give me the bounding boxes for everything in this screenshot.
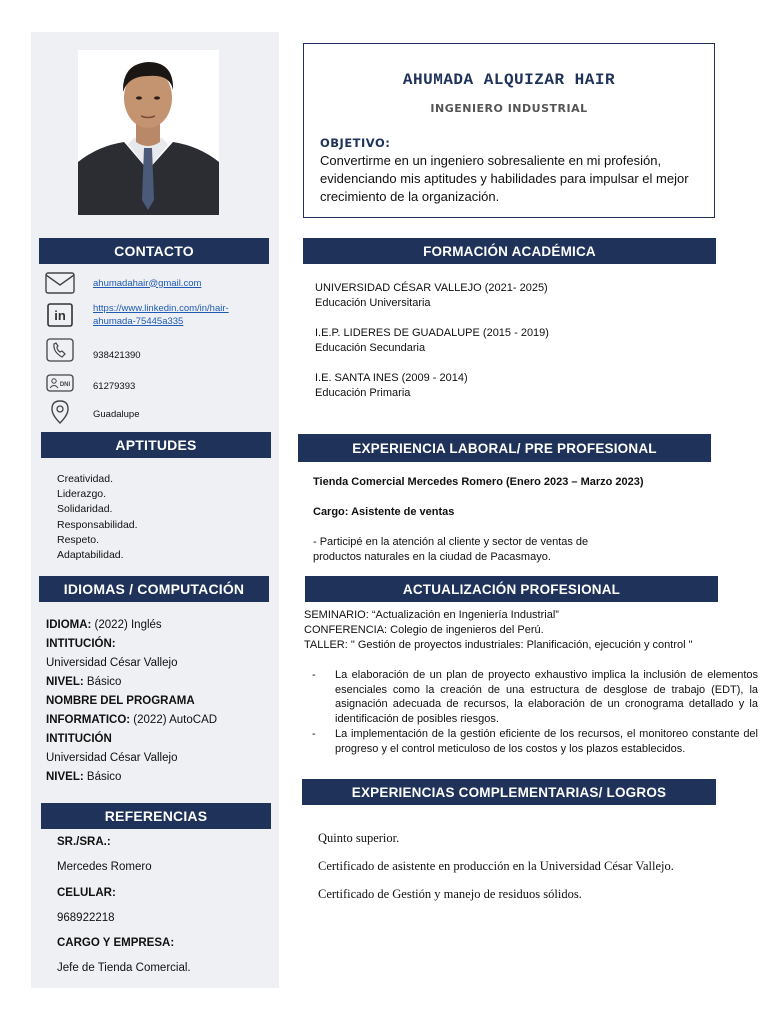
objective-label: OBJETIVO:	[320, 136, 391, 150]
bullet-marker: -	[312, 669, 316, 681]
ref-celular-value: 968922218	[57, 911, 115, 924]
education-institution: UNIVERSIDAD CÉSAR VALLEJO (2021- 2025)	[315, 282, 548, 294]
aptitudes-section-header	[41, 432, 271, 458]
bullet-text: La elaboración de un plan de proyecto exhaustivo implica la inclusión de elementos esenciales como la creación de una estructura de desglose de trabajo (EDT), la asignación adecuada de recursos, la elaboración de un cronograma detallado y la identificación de posibles riesgos.	[335, 669, 758, 725]
experience-company: Tienda Comercial Mercedes Romero (Enero 2023 – Marzo 2023)	[313, 476, 644, 488]
aptitude-item: Responsabilidad.	[57, 518, 138, 531]
intitucion2-label: INTITUCIÓN	[46, 733, 112, 745]
achievement-item: Certificado de Gestión y manejo de residuos sólidos.	[318, 887, 582, 901]
ref-cargo-label: CARGO Y EMPRESA:	[57, 937, 175, 950]
education-level: Educación Universitaria	[315, 297, 431, 309]
aptitude-item: Respeto.	[57, 533, 100, 546]
location-text: Guadalupe	[93, 408, 140, 420]
nivel-value: Básico	[83, 676, 122, 688]
programa-label: NOMBRE DEL PROGRAMA	[46, 695, 195, 707]
complementarias-title: EXPERIENCIAS COMPLEMENTARIAS/ LOGROS	[351, 784, 667, 800]
education-institution: I.E. SANTA INES (2009 - 2014)	[315, 372, 468, 384]
contact-email-row	[44, 270, 274, 296]
intitucion-value: Universidad César Vallejo	[46, 657, 178, 669]
nivel2-value: Básico	[83, 771, 122, 783]
informatico-value: (2022) AutoCAD	[130, 714, 218, 726]
actualizacion-section-header	[305, 576, 718, 602]
aptitudes-title: APTITUDES	[115, 437, 197, 453]
referencias-title: REFERENCIAS	[104, 808, 208, 824]
experiencia-section-header	[298, 434, 711, 462]
profile-photo	[78, 50, 219, 215]
linkedin-icon-label: in	[54, 308, 66, 323]
aptitude-item: Solidaridad.	[57, 503, 113, 516]
education-item	[315, 281, 548, 311]
actualizacion-line: TALLER: " Gestión de proyectos industriales: Planificación, ejecución y control "	[304, 639, 693, 651]
email-icon	[44, 270, 76, 296]
contact-phone-row	[44, 337, 274, 363]
actualizacion-line: CONFERENCIA: Colegio de ingenieros del Perú.	[304, 624, 544, 636]
dni-icon-label: DNI	[59, 382, 71, 388]
email-link[interactable]: ahumadahair@gmail.com	[93, 277, 202, 289]
bullet-marker: -	[312, 728, 316, 741]
intitucion-label: INTITUCIÓN:	[46, 638, 116, 650]
nivel-label: NIVEL:	[46, 676, 84, 688]
formacion-section-header	[303, 238, 716, 264]
contact-location-row	[44, 399, 274, 425]
linkedin-line-2: ahumada-75445a335	[93, 316, 184, 327]
contact-linkedin-row	[44, 302, 274, 328]
actualizacion-title: ACTUALIZACIÓN PROFESIONAL	[402, 581, 621, 597]
actualizacion-list	[304, 608, 693, 653]
experience-desc-line-1: - Participé en la atención al cliente y sector de ventas de	[313, 536, 589, 548]
informatico-label: INFORMATICO:	[46, 714, 131, 726]
education-institution: I.E.P. LIDERES DE GUADALUPE (2015 - 2019)	[315, 327, 549, 339]
experience-desc-line-2: productos naturales en la ciudad de Pacasmayo.	[313, 551, 551, 563]
complementarias-section-header	[302, 779, 716, 805]
actualizacion-line: SEMINARIO: “Actualización en Ingeniería Industrial”	[304, 609, 559, 621]
experiencia-title: EXPERIENCIA LABORAL/ PRE PROFESIONAL	[352, 440, 657, 456]
idioma-value: (2022) Inglés	[91, 619, 162, 631]
linkedin-line-1: https://www.linkedin.com/in/hair-	[93, 303, 229, 314]
bullet-text: La implementación de la gestión eficiente de los recursos, el monitoreo constante del progreso y el control meticuloso de los costos y los plazos establecidos.	[335, 728, 758, 755]
linkedin-link[interactable]	[93, 302, 229, 328]
candidate-name: AHUMADA ALQUIZAR HAIR	[402, 71, 616, 89]
ref-celular-label: CELULAR:	[57, 886, 116, 899]
education-item	[315, 326, 549, 356]
ref-cargo-value: Jefe de Tienda Comercial.	[57, 962, 191, 975]
idioma-label: IDIOMA:	[46, 619, 92, 631]
linkedin-icon	[44, 302, 76, 328]
aptitudes-list	[57, 472, 138, 563]
bullet-item	[312, 727, 758, 756]
dni-number: 61279393	[93, 380, 136, 392]
education-item	[315, 371, 468, 401]
aptitude-item: Creatividad.	[57, 473, 114, 485]
candidate-title: INGENIERO INDUSTRIAL	[430, 102, 588, 115]
referencias-section-header	[41, 803, 271, 829]
experience-role: Cargo: Asistente de ventas	[313, 506, 455, 518]
bullet-item	[312, 668, 758, 726]
idiomas-section-header	[39, 576, 269, 602]
id-card-icon	[44, 370, 76, 396]
aptitude-item: Liderazgo.	[57, 488, 107, 501]
education-level: Educación Secundaria	[315, 342, 426, 354]
idiomas-title: IDIOMAS / COMPUTACIÓN	[63, 581, 245, 597]
objective-text: Convertirme en un ingeniero sobresaliente en mi profesión, evidenciando mis aptitudes y habilidades para impulsar el mejor crecimiento de la organización.	[320, 153, 689, 204]
phone-number: 938421390	[93, 349, 141, 361]
nivel2-label: NIVEL:	[46, 771, 84, 783]
intitucion2-value: Universidad César Vallejo	[46, 752, 178, 764]
actualizacion-bullets	[312, 668, 758, 758]
ref-sr-label: SR./SRA.:	[57, 836, 111, 848]
experience-description	[313, 535, 588, 565]
location-pin-icon	[44, 399, 76, 425]
formacion-title: FORMACIÓN ACADÉMICA	[423, 243, 596, 259]
achievement-item: Quinto superior.	[318, 831, 400, 845]
contact-section-header	[39, 238, 269, 264]
contact-title: CONTACTO	[114, 243, 194, 259]
header-box	[303, 43, 715, 218]
education-level: Educación Primaria	[315, 387, 411, 399]
phone-icon	[44, 337, 76, 363]
referencias-details	[57, 836, 191, 988]
contact-dni-row	[44, 370, 274, 396]
ref-sr-value: Mercedes Romero	[57, 861, 152, 874]
aptitude-item: Adaptabilidad.	[57, 549, 124, 562]
idiomas-details	[46, 616, 217, 787]
achievement-item: Certificado de asistente en producción en la Universidad César Vallejo.	[318, 859, 674, 873]
